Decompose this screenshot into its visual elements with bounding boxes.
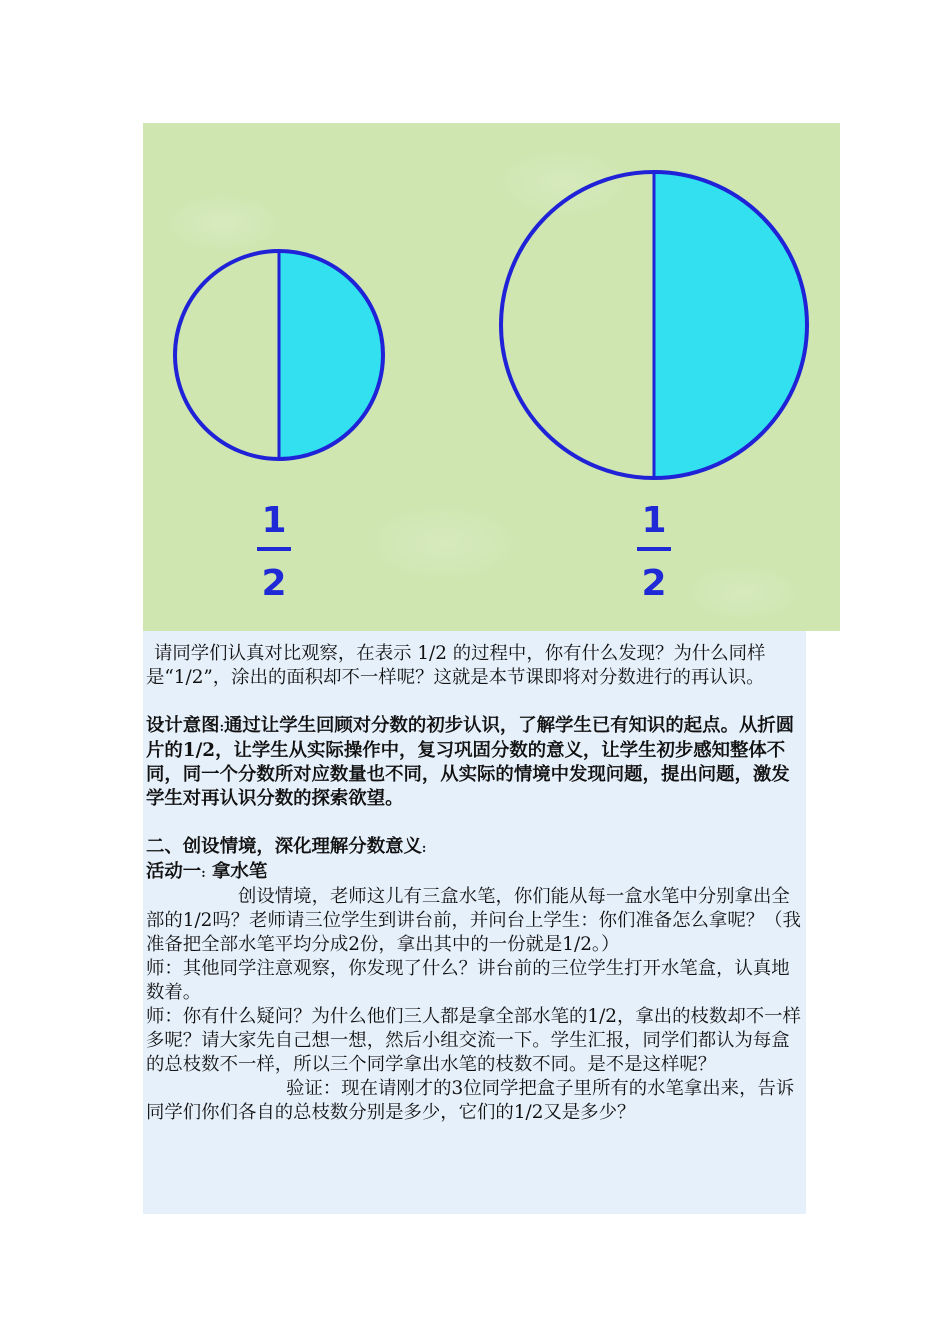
- small-circle-shaded-half: [279, 251, 383, 459]
- small-fraction-label: [257, 500, 291, 604]
- design-intent-paragraph: 设计意图:通过让学生回顾对分数的初步认识，了解学生已有知识的起点。从折圆片的1/2，让学生从实际操作中，复习巩固分数的意义，让学生初步感知整体不同，同一个分数所对应数量也不同，从实际的情境中发现问题，提出问题，激发学生对再认识分数的探索欲望。: [146, 715, 795, 809]
- activity-title: 拿水笔: [212, 861, 268, 882]
- half-circles-figure: [143, 123, 840, 631]
- large-fraction-numerator: 1: [641, 500, 667, 541]
- large-fraction-denominator: 2: [641, 563, 667, 604]
- small-fraction-denominator: 2: [261, 563, 287, 604]
- section-heading: 二、创设情境，深化理解分数意义:: [146, 836, 427, 857]
- large-fraction-label: [637, 500, 671, 604]
- situation-paragraph: 创设情境，老师这儿有三盒水笔，你们能从每一盒水笔中分别拿出全部的1/2吗？老师请三位学生到讲台前，并问台上学生：你们准备怎么拿呢？（我准备把全部水笔平均分成2份，拿出其中的一份就是1/2。）: [146, 886, 801, 955]
- large-circle: [501, 172, 807, 478]
- circles-diagram: [143, 123, 840, 631]
- teacher-paragraph-2: 师：你有什么疑问？为什么他们三人都是拿全部水笔的1/2，拿出的枝数却不一样多呢？请大家先自己想一想，然后小组交流一下。学生汇报，同学们都认为每盒的总枝数不一样，所以三个同学拿出水笔的枝数不同。是不是这样呢？: [146, 1006, 801, 1075]
- small-circle: [175, 251, 383, 459]
- intro-paragraph: 请同学们认真对比观察，在表示 1/2 的过程中，你有什么发现？为什么同样是“1/2”，涂出的面积却不一样呢？这就是本节课即将对分数进行的再认识。: [146, 643, 766, 688]
- design-intent-body: 通过让学生回顾对分数的初步认识，了解学生已有知识的起点。从折圆片的1/2，让学生从实际操作中，复习巩固分数的意义，让学生初步感知整体不同，同一个分数所对应数量也不同，从实际的情境中发现问题，提出问题，激发学生对再认识分数的探索欲望。: [146, 715, 795, 809]
- lesson-text: [146, 642, 806, 1125]
- design-intent-label: 设计意图: [146, 715, 220, 736]
- teacher-paragraph-1: 师：其他同学注意观察，你发现了什么？讲台前的三位学生打开水笔盒，认真地数着。: [146, 958, 790, 1003]
- verify-paragraph: 验证：现在请刚才的3位同学把盒子里所有的水笔拿出来，告诉同学们你们各自的总枝数分别是多少，它们的1/2又是多少？: [146, 1078, 795, 1123]
- activity-heading: 活动一: 拿水笔: [146, 861, 268, 882]
- activity-label: 活动一: [146, 861, 202, 882]
- large-circle-shaded-half: [654, 172, 807, 478]
- small-fraction-numerator: 1: [261, 500, 287, 541]
